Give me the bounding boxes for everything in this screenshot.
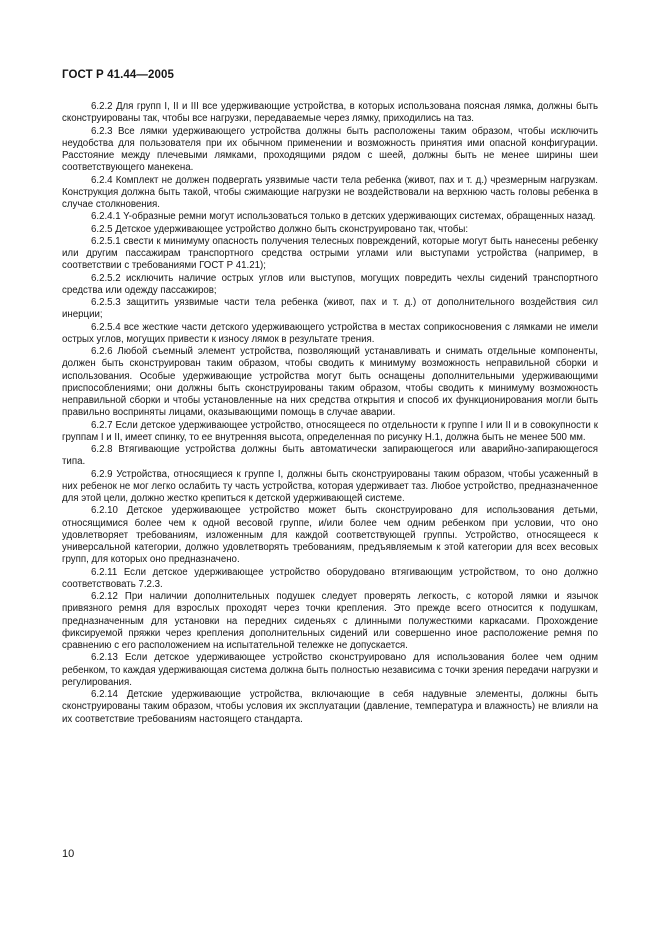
paragraph: 6.2.5.1 свести к минимуму опасность получения телесных повреждений, которые могут быть нанесены ребенку или другим пассажирам транспортного средства острыми углами или выступами устройства (например, в соответствии с требованиями ГОСТ Р 41.21); (62, 235, 598, 272)
paragraph: 6.2.9 Устройства, относящиеся к группе I, должны быть сконструированы таким образом, чтобы усаженный в них ребенок не мог легко ослабить ту часть устройства, которая удерживает таз. Любое устройство, предназначенное для этой цели, должно жестко крепиться к детской удерживающей системе. (62, 468, 598, 504)
paragraph: 6.2.4 Комплект не должен подвергать уязвимые части тела ребенка (живот, пах и т. д.) чрезмерным нагрузкам. Конструкция должна быть такой, чтобы сжимающие нагрузки не воздействовали на верхнюю часть головы ребенка в случае столкновения. (62, 174, 598, 210)
paragraph: 6.2.11 Если детское удерживающее устройство оборудовано втягивающим устройством, то оно должно соответствовать 7.2.3. (62, 566, 598, 590)
paragraph: 6.2.12 При наличии дополнительных подушек следует проверять легкость, с которой лямки и язычок привязного ремня для взрослых проходят через точки крепления. Это прежде всего относится к подушкам, предназначенным для установки на передних сиденьях с длинными полужесткими каркасами. Прохождение фиксируемой пряжки через крепления дополнительных сидений или совершенно иное расположение ремня по сравнению с его расположением на испытательной тележке не допускается. (62, 591, 598, 651)
paragraph: 6.2.5.2 исключить наличие острых углов или выступов, могущих повредить чехлы сидений транспортного средства или одежду пассажиров; (62, 272, 598, 296)
paragraph: 6.2.5 Детское удерживающее устройство должно быть сконструировано так, чтобы: (91, 223, 469, 235)
paragraph: 6.2.4.1 Y-образные ремни могут использоваться только в детских удерживающих системах, обращенных назад. (91, 211, 596, 223)
paragraph: 6.2.3 Все лямки удерживающего устройства должны быть расположены таким образом, чтобы исключить неудобства для пользователя при их обычном применении и возможность принятия ими опасной конфигурации. Расстояние между плечевыми лямками, проходящими рядом с шеей, должны быть не менее ширины шеи соответствующего манекена. (62, 125, 598, 174)
paragraph: 6.2.13 Если детское удерживающее устройство сконструировано для использования более чем одним ребенком, то каждая удерживающая система должна быть полностью независима с точки зрения передачи нагрузки и регулирования. (62, 652, 598, 688)
paragraph: 6.2.6 Любой съемный элемент устройства, позволяющий устанавливать и снимать отдельные компоненты, должен быть сконструирован таким образом, чтобы сводить к минимуму возможность неправильной сборки и использования. Особые удерживающие устройства могут быть оснащены дополнительными удерживающими приспособлениями; они должны быть сконструированы таким образом, чтобы сводить к минимуму возможность неправильной сборки и чтобы установленные на них средства открытия и способ их функционирования могли быть правильно восприняты лицами, оказывающими помощь в случае аварии. (62, 346, 598, 419)
paragraph: 6.2.14 Детские удерживающие устройства, включающие в себя надувные элементы, должны быть сконструированы таким образом, чтобы условия их эксплуатации (давление, температура и влажность) не влияли на их соответствие требованиям настоящего стандарта. (62, 689, 598, 725)
paragraph: 6.2.5.3 защитить уязвимые части тела ребенка (живот, пах и т. д.) от дополнительного воздействия сил инерции; (62, 297, 598, 321)
document-body (62, 101, 598, 726)
paragraph: 6.2.5.4 все жесткие части детского удерживающего устройства в местах соприкосновения с лямками не имели острых углов, могущих привести к износу лямок в результате трения. (62, 321, 598, 345)
page-number: 10 (62, 848, 75, 860)
paragraph: 6.2.7 Если детское удерживающее устройство, относящееся по отдельности к группе I или II и в совокупности к группам I и II, имеет спинку, то ее внутренняя высота, определенная по рисунку Н.1, должна быть не менее 500 мм. (62, 419, 598, 443)
paragraph: 6.2.10 Детское удерживающее устройство может быть сконструировано для использования детьми, относящимися более чем к одной весовой группе, и/или более чем одним ребенком при условии, что оно удовлетворяет требованиям, изложенным для каждой соответствующей группы. Устройство, относящееся к универсальной категории, должно удовлетворять требованиям, предъявляемым к этой категории для всех весовых групп, для которых оно предназначено. (62, 505, 598, 566)
paragraph: 6.2.2 Для групп I, II и III все удерживающие устройства, в которых использована поясная лямка, должны быть сконструированы так, чтобы все нагрузки, передаваемые через лямку, приходились на таз. (62, 101, 598, 125)
document-header: ГОСТ Р 41.44—2005 (62, 69, 174, 81)
paragraph: 6.2.8 Втягивающие устройства должны быть автоматически запирающегося или аварийно-запирающегося типа. (62, 444, 598, 468)
